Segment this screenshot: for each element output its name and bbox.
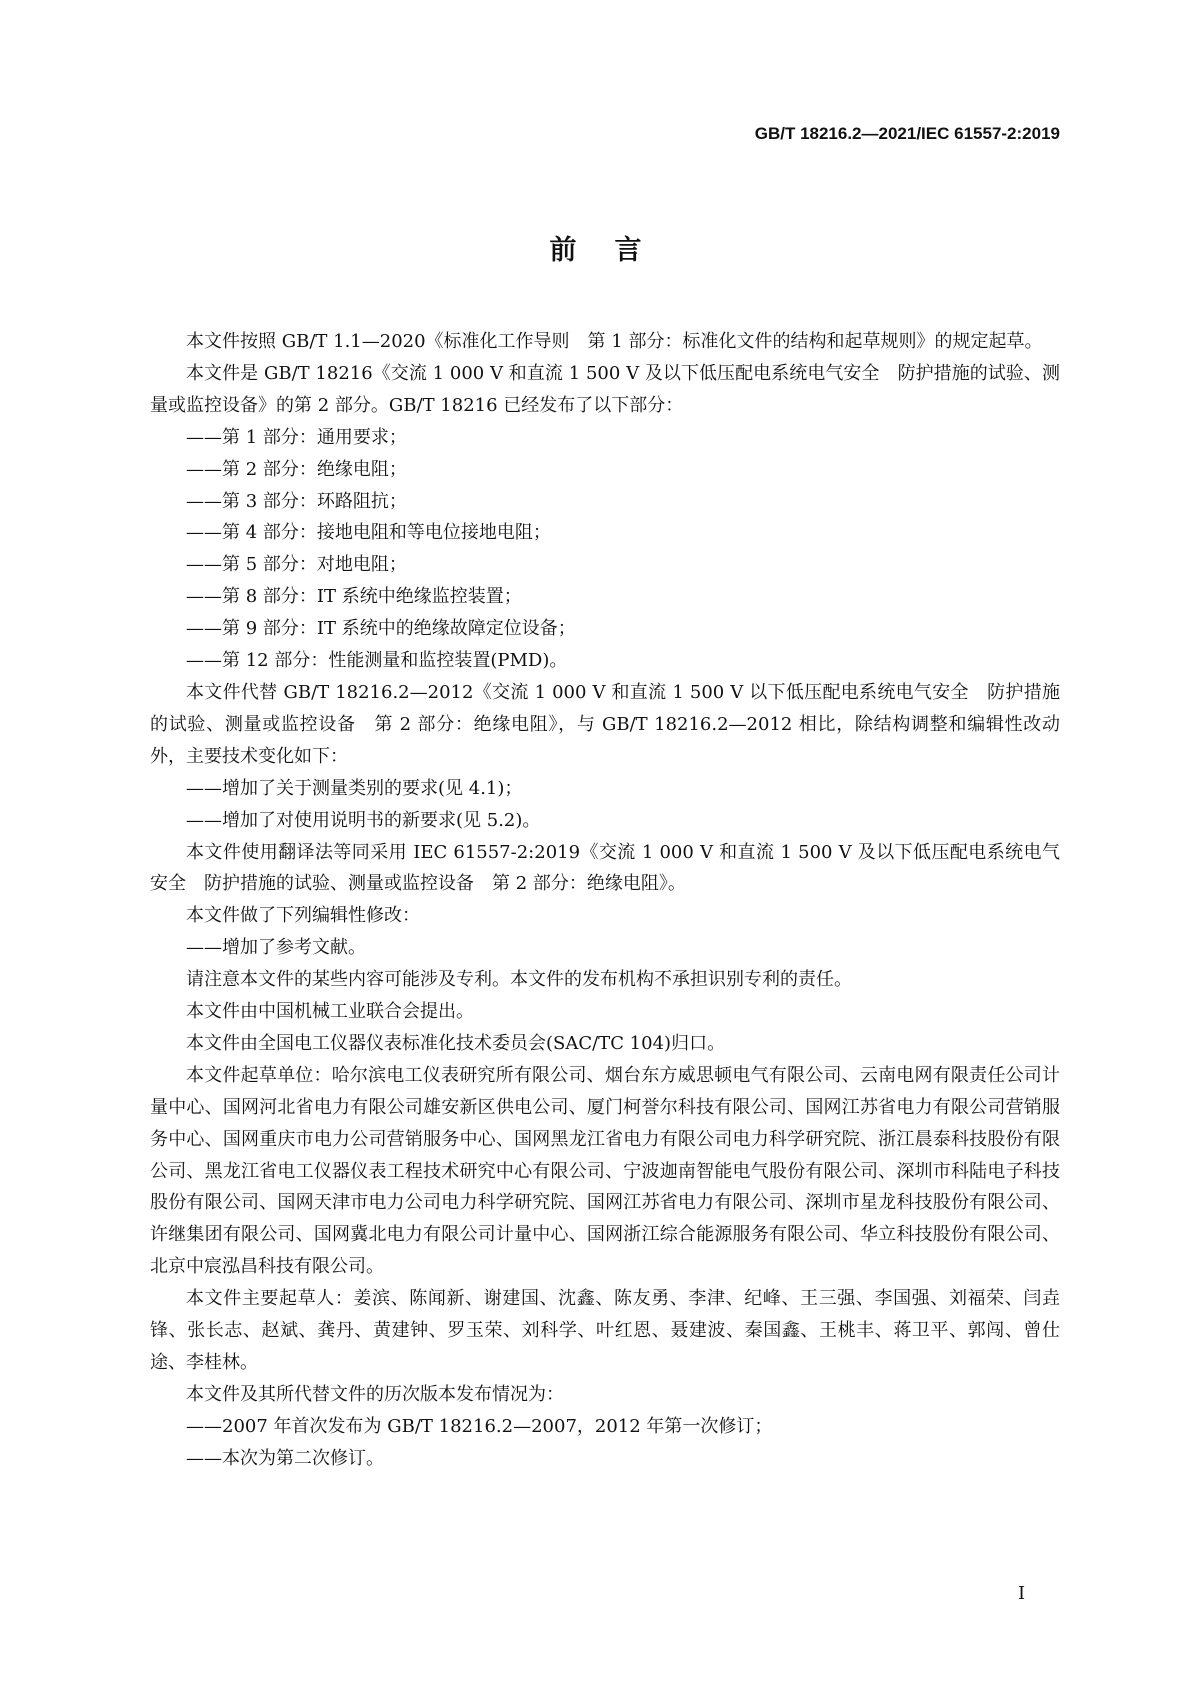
list-item: ——第 1 部分：通用要求；	[186, 426, 407, 448]
paragraph: 本文件由中国机械工业联合会提出。	[186, 1001, 474, 1023]
paragraph: 本文件按照 GB/T 1.1—2020《标准化工作导则 第 1 部分：标准化文件的结构和起草规则》的规定起草。	[186, 331, 1043, 352]
paragraph: 本文件使用翻译法等同采用 IEC 61557-2:2019《交流 1 000 V 和直流 1 500 V 及以下低压配电系统电气安全 防护措施的试验、测量或监控设备 第 2 部分：绝缘电阻》。	[150, 841, 1060, 895]
paragraph: 本文件起草单位：哈尔滨电工仪表研究所有限公司、烟台东方威思顿电气有限公司、云南电网有限责任公司计量中心、国网河北省电力有限公司雄安新区供电公司、厦门柯誉尔科技有限公司、国网江苏省电力有限公司营销服务中心、国网重庆市电力公司营销服务中心、国网黑龙江省电力有限公司电力科学研究院、浙江晨泰科技股份有限公司、黑龙江省电工仪器仪表工程技术研究中心有限公司、宁波迦南智能电气股份有限公司、深圳市科陆电子科技股份有限公司、国网天津市电力公司电力科学研究院、国网江苏省电力有限公司、深圳市星龙科技股份有限公司、许继集团有限公司、国网冀北电力有限公司计量中心、国网浙江综合能源服务有限公司、华立科技股份有限公司、北京中宸泓昌科技有限公司。	[150, 1064, 1060, 1278]
paragraph: 本文件是 GB/T 18216《交流 1 000 V 和直流 1 500 V 及以下低压配电系统电气安全 防护措施的试验、测量或监控设备》的第 2 部分。GB/T 18216 已经发布了以下部分：	[150, 362, 1060, 416]
list-item: ——第 2 部分：绝缘电阻；	[186, 458, 407, 480]
foreword-body	[150, 326, 1060, 1475]
paragraph: 本文件主要起草人：姜滨、陈闻新、谢建国、沈鑫、陈友勇、李津、纪峰、王三强、李国强、刘福荣、闫垚锋、张长志、赵斌、龚丹、黄建钟、罗玉荣、刘科学、叶红恩、聂建波、秦国鑫、王桃丰、蒋卫平、郭闯、曾仕途、李桂林。	[150, 1288, 1060, 1373]
list-item: ——增加了参考文献。	[186, 937, 366, 959]
list-item: ——第 9 部分：IT 系统中的绝缘故障定位设备；	[186, 618, 576, 640]
list-item: ——第 3 部分：环路阻抗；	[186, 490, 407, 512]
list-item: ——第 4 部分：接地电阻和等电位接地电阻；	[186, 522, 551, 544]
paragraph: 本文件做了下列编辑性修改：	[186, 905, 420, 927]
list-item: ——第 5 部分：对地电阻；	[186, 554, 407, 576]
list-item: ——2007 年首次发布为 GB/T 18216.2—2007，2012 年第一次修订；	[186, 1415, 773, 1437]
paragraph: 本文件代替 GB/T 18216.2—2012《交流 1 000 V 和直流 1 500 V 以下低压配电系统电气安全 防护措施的试验、测量或监控设备 第 2 部分：绝缘电阻》，与 GB/T 18216.2—2012 相比，除结构调整和编辑性改动外，主要技术变化如下：	[150, 681, 1060, 767]
list-item: ——第 12 部分：性能测量和监控装置(PMD)。	[186, 650, 568, 672]
paragraph: 本文件由全国电工仪器仪表标准化技术委员会(SAC/TC 104)归口。	[186, 1032, 726, 1054]
list-item: ——本次为第二次修订。	[186, 1447, 384, 1469]
list-item: ——第 8 部分：IT 系统中绝缘监控装置；	[186, 586, 522, 608]
page-title: 前言	[549, 235, 680, 266]
standard-code: GB/T 18216.2—2021/IEC 61557-2:2019	[754, 124, 1060, 143]
list-item: ——增加了对使用说明书的新要求(见 5.2)。	[186, 809, 541, 831]
paragraph: 请注意本文件的某些内容可能涉及专利。本文件的发布机构不承担识别专利的责任。	[186, 969, 852, 991]
paragraph: 本文件及其所代替文件的历次版本发布情况为：	[186, 1383, 564, 1405]
page-number: I	[1018, 1583, 1026, 1604]
list-item: ——增加了关于测量类别的要求(见 4.1)；	[186, 777, 523, 799]
